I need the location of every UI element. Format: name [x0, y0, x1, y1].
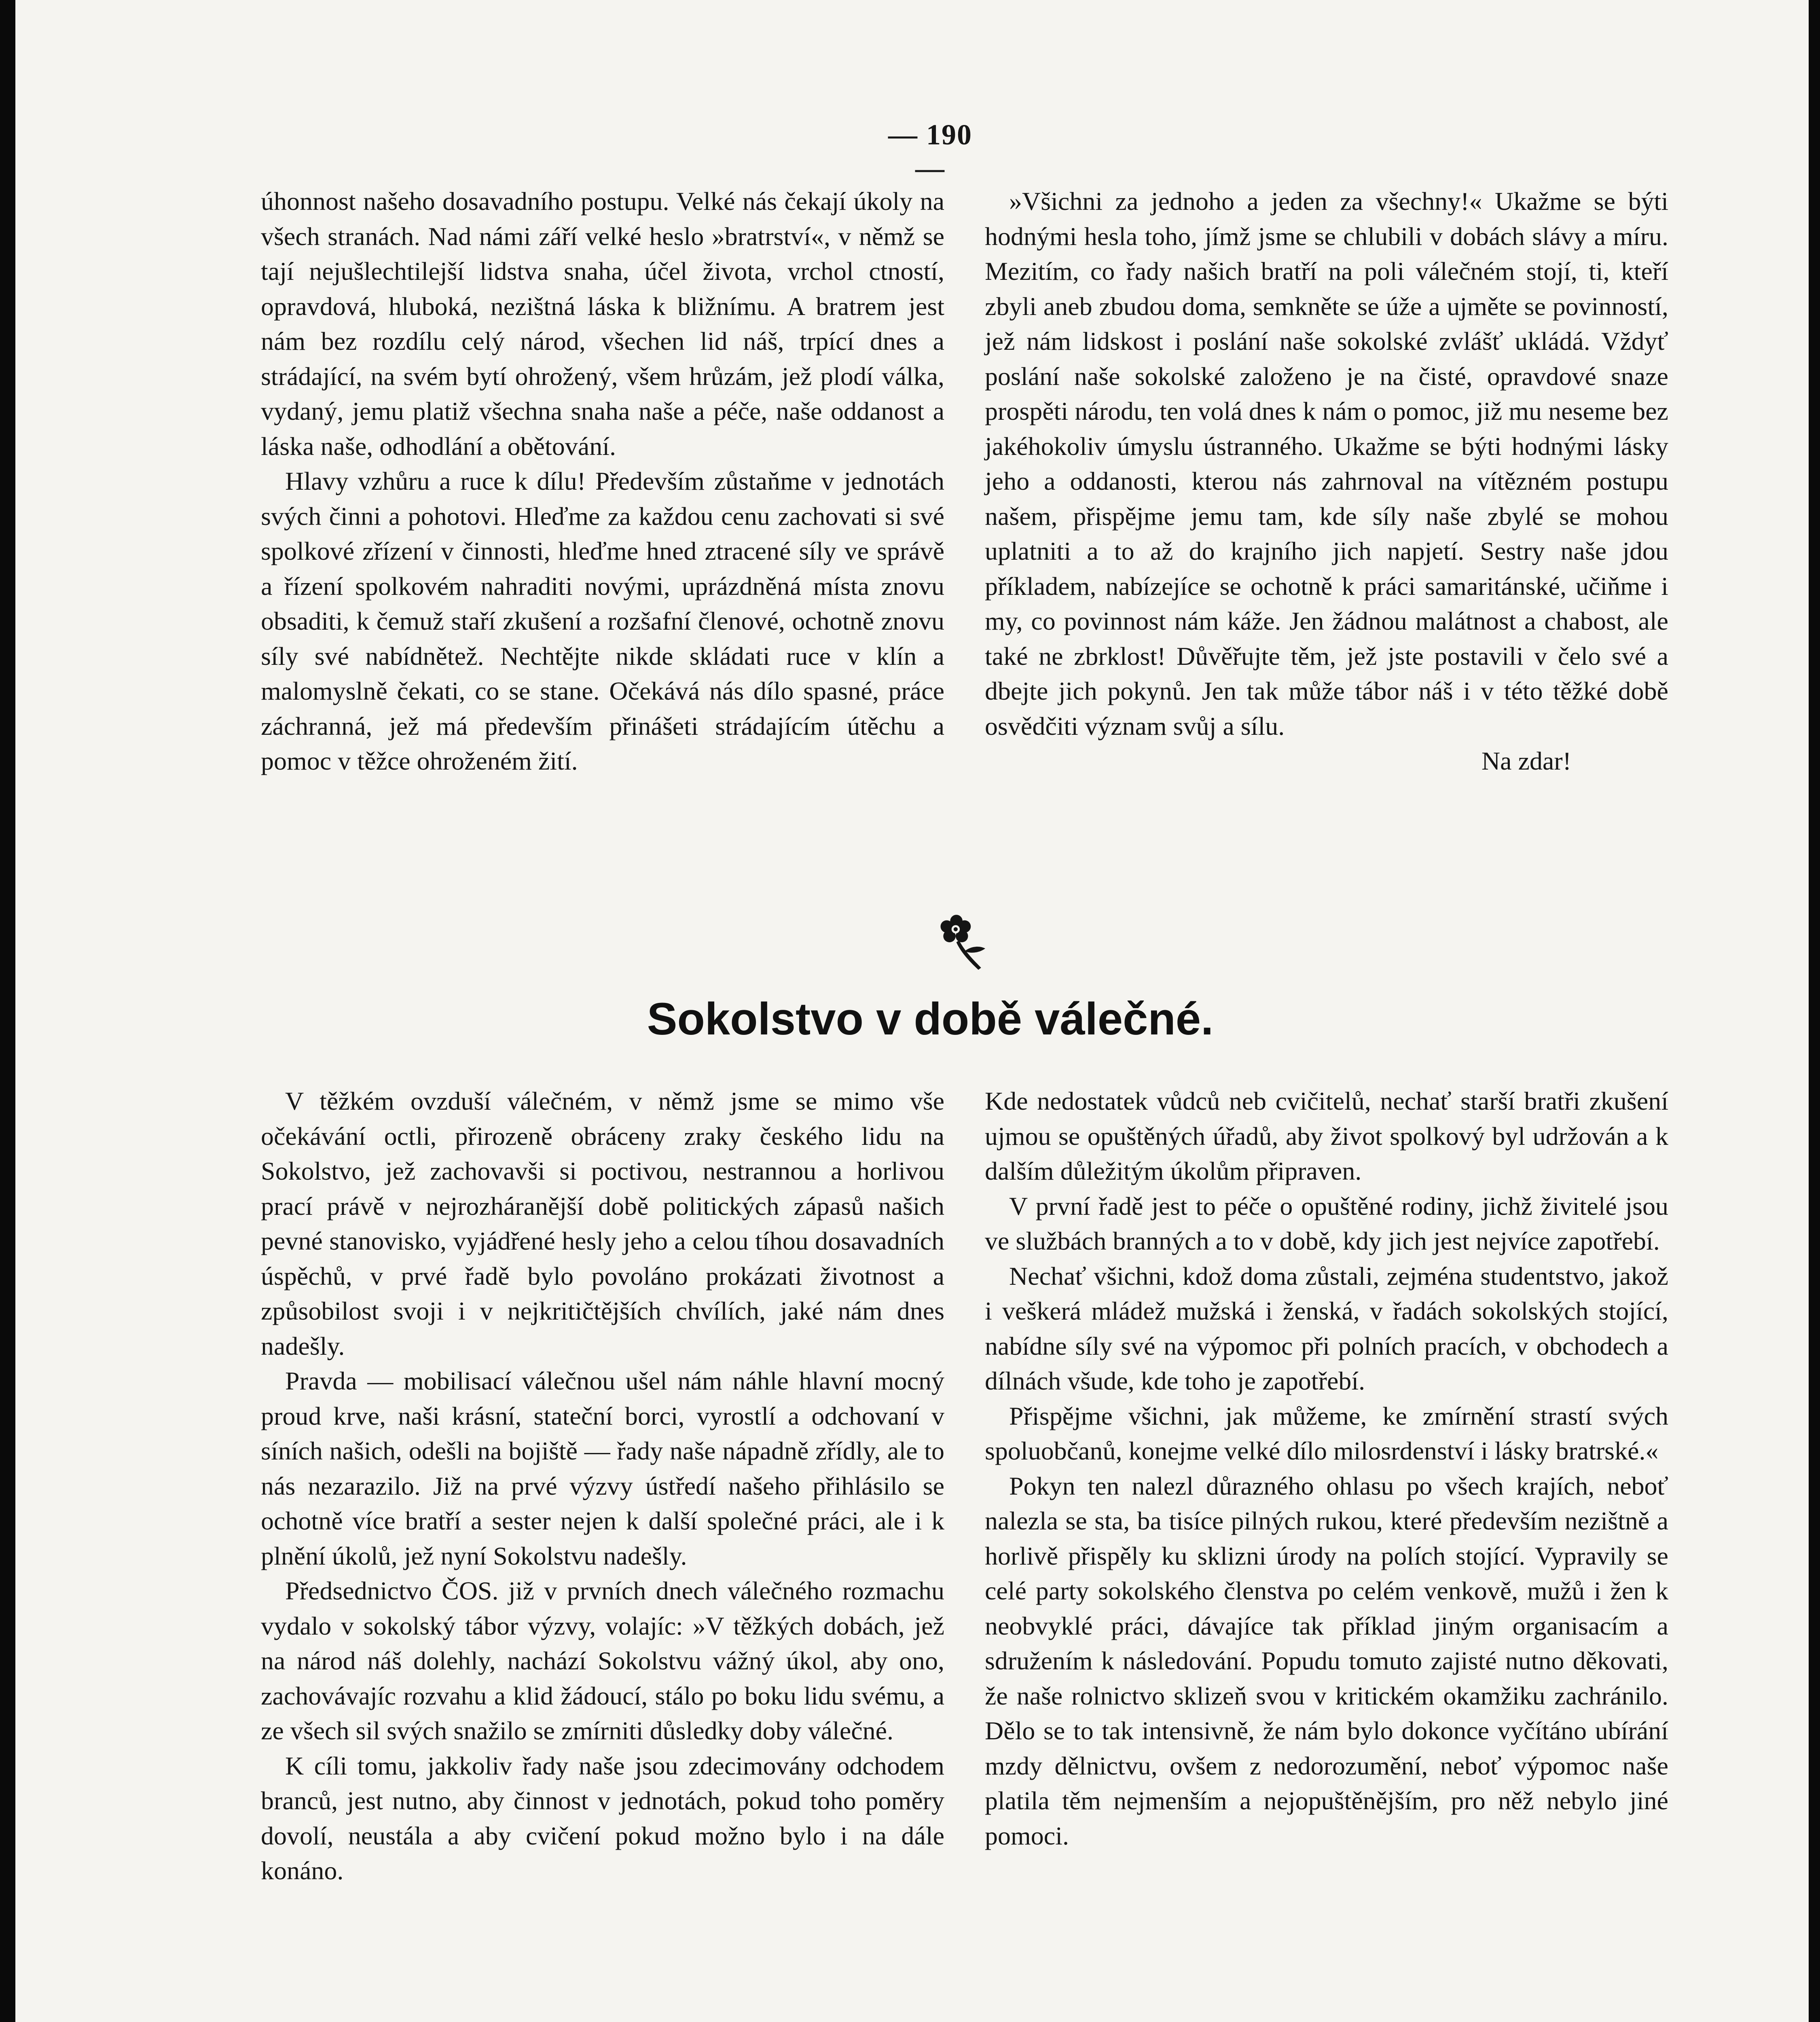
- paragraph: úhonnost našeho dosavadního postupu. Velké nás čekají úkoly na všech stranách. Nad námi září velké heslo »bratrství«, v němž se tají nejušlechtilejší lidstva snaha, účel života, vrchol ctností, opravdová, hluboká, nezištná láska k bližnímu. A bratrem jest nám bez rozdílu celý národ, všechen lid náš, trpící dnes a strádající, na svém bytí ohrožený, všem hrůzám, jež plodí válka, vydaný, jemu platiž všechna snaha naše a péče, naše oddanost a láska naše, odhodlání a obětování.: [261, 187, 944, 461]
- paragraph: Hlavy vzhůru a ruce k dílu! Především zůstaňme v jednotách svých činni a pohotovi. Hleďme za každou cenu zachovati si své spolkové zřízení v činnosti, hleďme hned ztracené síly ve správě a řízení spolkovém nahraditi novými, uprázdněná místa znovu obsaditi, k čemuž staří zkušení a rozšafní členové, ochotně znovu síly své nabídnětež. Nechtějte nikde skládati ruce v klín a malomyslně čekati, co se stane. Očekává nás dílo spasné, práce záchranná, jež má především přinášeti strádajícím útěchu a pomoc v těžce ohroženém žití.: [261, 467, 944, 775]
- column-right-top: [985, 184, 1668, 779]
- column-left-bottom: [261, 1084, 944, 1889]
- paragraph: Předsednictvo ČOS. již v prvních dnech válečného rozmachu vydalo v sokolský tábor výzvy, volajíc: »V těžkých dobách, jež na národ náš dolehly, nachází Sokolstvu vážný úkol, aby ono, zachovávajíc rozvahu a klid žádoucí, stálo po boku lidu svému, a ze všech sil svých snažilo se zmírniti důsledky doby válečné.: [261, 1576, 944, 1745]
- section-title: Sokolstvo v době válečné.: [647, 994, 1214, 1044]
- column-right-bottom: [985, 1084, 1668, 1853]
- column-left-top: [261, 184, 944, 779]
- paragraph: Nechať všichni, kdož doma zůstali, zejména studentstvo, jakož i veškerá mládež mužská i ženská, v řadách sokolských stojící, nabídne síly své na výpomoc při polních pracích, v obchodech a dílnách všude, kde toho je zapotřebí.: [985, 1261, 1668, 1395]
- flower-ornament-icon: [930, 906, 999, 975]
- paragraph: Přispějme všichni, jak můžeme, ke zmírnění strastí svých spoluobčanů, konejme velké dílo milosrdenství i lásky bratrské.«: [985, 1401, 1668, 1465]
- paragraph: Kde nedostatek vůdců neb cvičitelů, nechať starší bratři zkušení ujmou se opuštěných úřadů, aby život spolkový byl udržován a k dalším důležitým úkolům připraven.: [985, 1087, 1668, 1185]
- paragraph: K cíli tomu, jakkoliv řady naše jsou zdecimovány odchodem branců, jest nutno, aby činnost v jednotách, pokud toho poměry dovolí, neustála a aby cvičení pokud možno bylo i na dále konáno.: [261, 1751, 944, 1885]
- scan-border-right: [1809, 0, 1820, 2022]
- paragraph: Pravda — mobilisací válečnou ušel nám náhle hlavní mocný proud krve, naši krásní, stateční borci, vyrostlí a odchovaní v síních našich, odešli na bojiště — řady naše nápadně zřídly, ale to nás nezarazilo. Již na prvé výzvy ústředí našeho přihlásilo se ochotně více bratří a sester nejen k další společné práci, ale i k plnění úkolů, jež nyní Sokolstvu nadešly.: [261, 1366, 944, 1570]
- page-number: — 190 —: [888, 118, 972, 184]
- paragraph: »Všichni za jednoho a jeden za všechny!« Ukažme se býti hodnými hesla toho, jímž jsme se chlubili v dobách slávy a míru. Mezitím, co řady našich bratří na poli válečném stojí, ti, kteří zbyli aneb zbudou doma, semkněte se úže a ujměte se povinností, jež nám lidskost i poslání naše sokolské zvlášť ukládá. Vždyť poslání naše sokolské založeno je na čisté, opravdové snaze prospěti národu, ten volá dnes k nám o pomoc, již mu neseme bez jakéhokoliv úmyslu ústranného. Ukažme se býti hodnými lásky jeho a oddanosti, kterou nás zahrnoval na vítězném postupu našem, přispějme jemu tam, kde síly naše zbylé se mohou uplatniti a to až do krajního jich napjetí. Sestry naše jdou příkladem, nabízejíce se ochotně k práci samaritánské, učiňme i my, co povinnost nám káže. Jen žádnou malátnost a chabost, ale také ne zbrklost! Důvěřujte těm, jež jste postavili v čelo své a dbejte jich pokynů. Jen tak může tábor náš i v této těžké době osvědčiti význam svůj a sílu.: [985, 187, 1668, 740]
- paragraph: V těžkém ovzduší válečném, v němž jsme se mimo vše očekávání octli, přirozeně obráceny zraky českého lidu na Sokolstvo, jež zachovavši si poctivou, nestrannou a horlivou prací právě v nejrozháranější době politických zápasů našich pevné stanovisko, vyjádřené hesly jeho a celou tíhou dosavadních úspěchů, v prvé řadě bylo povoláno prokázati životnost a způsobilost svoji i v nejkritičtějších chvílích, jaké nám dnes nadešly.: [261, 1087, 944, 1360]
- paragraph: Pokyn ten nalezl důrazného ohlasu po všech krajích, neboť nalezla se sta, ba tisíce pilných rukou, které především nezištně a horlivě přispěly ku sklizni úrody na polích stojící. Vypravily se celé party sokolského členstva po celém venkově, mužů i žen k neobvyklé práci, dávajíce tak příklad jiným organisacím a sdružením k následování. Popudu tomuto zajisté nutno děkovati, že naše rolnictvo sklizeň svou v kritickém okamžiku zachránilo. Dělo se to tak intensivně, že nám bylo dokonce vyčítáno ubírání mzdy dělnictvu, ovšem z nedorozumění, neboť výpomoc naše platila těm nejmenším a nejopuštěnějším, pro něž nebylo jiné pomoci.: [985, 1471, 1668, 1850]
- paragraph: V první řadě jest to péče o opuštěné rodiny, jichž živitelé jsou ve službách branných a to v době, kdy jich jest nejvíce zapotřebí.: [985, 1191, 1668, 1255]
- signoff: Na zdar!: [1481, 747, 1571, 775]
- scan-border-left: [0, 0, 15, 2022]
